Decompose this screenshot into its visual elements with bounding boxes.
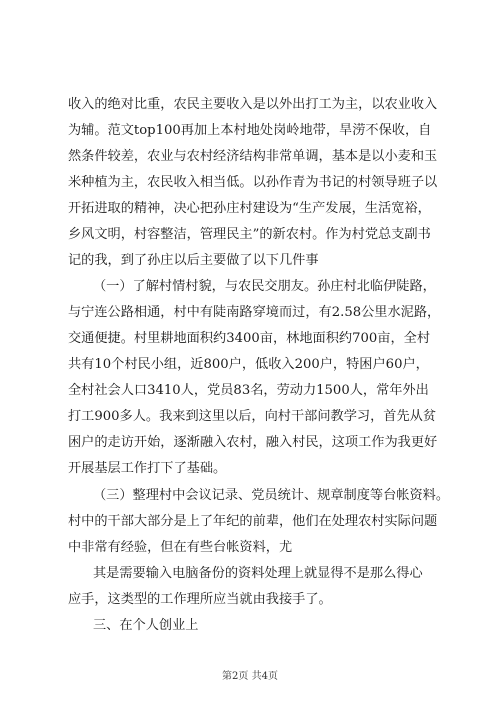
paragraph-line: （三）整理村中会议记录、党员统计、规章制度等台帐资料。	[93, 488, 450, 503]
paragraph-line: 米种植为主，农民收入相当低。以孙作青为书记的村领导班子以	[68, 175, 438, 190]
page-number-footer: 第2页 共4页	[222, 671, 278, 682]
paragraph-line: 收入的绝对比重，农民主要收入是以外出打工为主，以农业收入	[68, 97, 438, 112]
paragraph-line: 其是需要输入电脑备份的资料处理上就显得不是那么得心	[93, 566, 423, 581]
paragraph-line: 记的我，到了孙庄以后主要做了以下几件事	[68, 253, 319, 268]
paragraph-line: 中非常有经验，但在有些台帐资料，尤	[68, 540, 293, 555]
paragraph-line: 乡风文明，村容整洁，管理民主”的新农村。作为村党总支副书	[68, 227, 431, 242]
paragraph-line: 困户的走访开始，逐渐融入农村，融入村民，这项工作为我更好	[68, 435, 438, 450]
paragraph-line: 开拓进取的精神，决心把孙庄村建设为“生产发展，生活宽裕，	[68, 201, 431, 216]
paragraph-line: （一）了解村情村貌，与农民交朋友。孙庄村北临伊陡路，	[93, 279, 436, 294]
paragraph-line: 共有10个村民小组，近800户，低收入200户，特困户60户，	[68, 357, 429, 372]
paragraph-line: 开展基层工作打下了基础。	[68, 461, 227, 476]
section-heading: 三、在个人创业上	[93, 618, 199, 633]
paragraph-line: 应手，这类型的工作理所应当就由我接手了。	[68, 592, 332, 607]
paragraph-line: 交通便捷。村里耕地面积约3400亩，林地面积约700亩，全村	[68, 331, 431, 346]
paragraph-line: 然条件较差，农业与农村经济结构非常单调，基本是以小麦和玉	[68, 149, 438, 164]
paragraph-line: 村中的干部大部分是上了年纪的前辈，他们在处理农村实际问题	[68, 514, 438, 529]
paragraph-line: 与宁连公路相通，村中有陡南路穿境而过，有2.58公里水泥路，	[68, 305, 441, 320]
paragraph-line: 打工900多人。我来到这里以后，向村干部问教学习，首先从贫	[68, 409, 437, 424]
paragraph-line: 全村社会人口3410人，党员83名，劳动力1500人，常年外出	[68, 383, 429, 398]
paragraph-line: 为辅。范文top100再加上本村地处岗岭地带，旱涝不保收，自	[68, 123, 432, 138]
